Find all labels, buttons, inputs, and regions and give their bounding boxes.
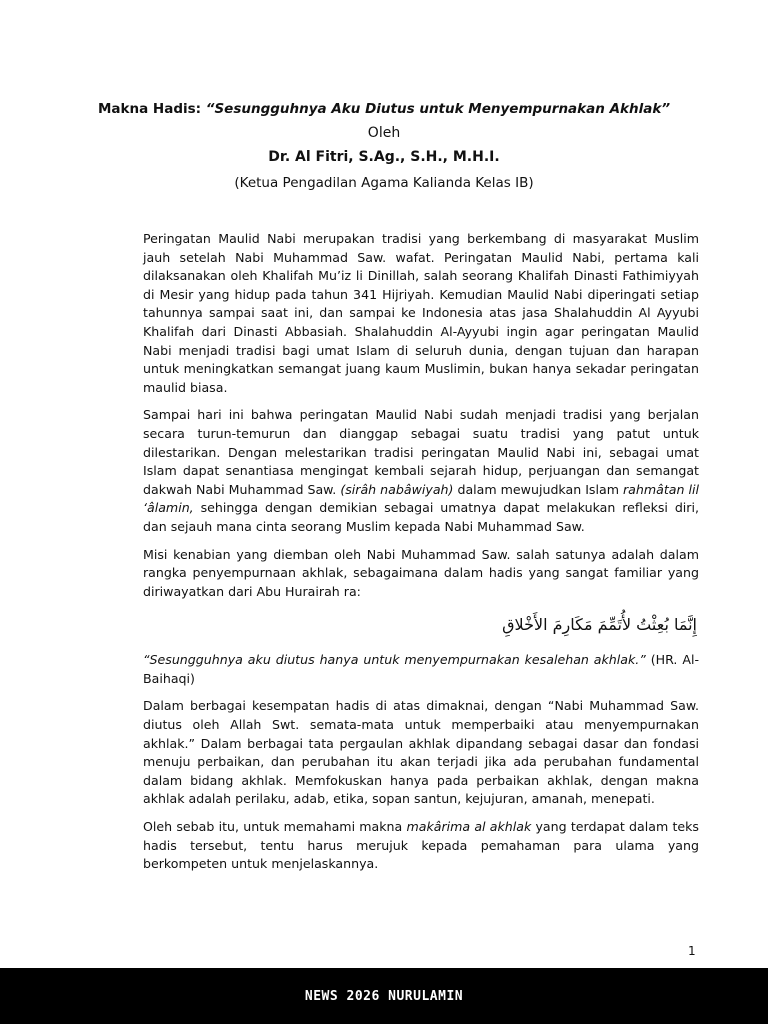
paragraph-2	[143, 406, 699, 536]
by-label: Oleh	[367, 125, 401, 141]
document-body	[143, 230, 699, 883]
paragraph-2-italic-sirah: (sirâh nabâwiyah)	[340, 481, 454, 497]
paragraph-3: Misi kenabian yang diemban oleh Nabi Muhammad Saw. salah satunya adalah dalam rangka penyempurnaan akhlak, sebagaimana dalam hadis yang sangat familiar yang diriwayatkan dari Abu Hurairah ra:	[143, 546, 699, 599]
paragraph-2-italic-rahmatan: rahmâtan lil ‘âlamin,	[143, 481, 699, 516]
paragraph-6-italic: makârima al akhlak	[406, 819, 532, 835]
paragraph-4	[143, 651, 699, 688]
paragraph-6-text-a: Oleh sebab itu, untuk memahami makna	[143, 819, 407, 835]
hadith-source: (HR. Al-Baihaqi)	[143, 652, 699, 686]
footer-text: NEWS 2026 NURULAMIN	[304, 988, 464, 1004]
document-header	[0, 98, 768, 194]
title-quote: “Sesungguhnya Aku Diutus untuk Menyempurnakan Akhlak”	[205, 101, 671, 117]
paragraph-6-text-b: yang terdapat dalam teks hadis tersebut, tentu harus merujuk kepada pemahaman para ulama yang berkompeten untuk menjelaskannya.	[143, 819, 699, 872]
footer-bar	[0, 968, 768, 1024]
paragraph-2-text-b: dalam mewujudkan Islam	[453, 481, 623, 497]
page-title	[0, 98, 768, 120]
paragraph-6	[143, 818, 699, 874]
paragraph-5: Dalam berbagai kesempatan hadis di atas dimaknai, dengan “Nabi Muhammad Saw. diutus oleh Allah Swt. semata-mata untuk memperbaiki atau menyempurnakan akhlak.” Dalam berbagai tata pergaulan akhlak dipandang sebagai dasar dan fondasi menuju perbaikan, dan perubahan itu akan terjadi jika ada perubahan fundamental dalam bidang akhlak. Memfokuskan hanya pada perbaikan akhlak, dengan makna akhlak adalah perilaku, adab, etika, sopan santun, kejujuran, amanah, menepati.	[143, 698, 699, 807]
hadith-translation: “Sesungguhnya aku diutus hanya untuk menyempurnakan kesalehan akhlak.”	[143, 652, 646, 668]
page-number: 1	[688, 944, 696, 958]
author-role: (Ketua Pengadilan Agama Kalianda Kelas IB)	[234, 175, 534, 191]
arabic-hadith: إِنَّمَا بُعِثْتُ لأُتَمِّمَ مَكَارِمَ الأَخْلاقِ	[502, 615, 697, 635]
author-name: Dr. Al Fitri, S.Ag., S.H., M.H.I.	[268, 149, 500, 165]
paragraph-2-text-a: Sampai hari ini bahwa peringatan Maulid Nabi sudah menjadi tradisi yang berjalan secara turun-temurun dan dianggap sebagai suatu tradisi yang patut untuk dilestarikan. Dengan melestarikan tradisi peringatan Maulid Nabi ini, sebagai umat Islam dapat senantiasa mengingat kembali sejarah hidup, perjuangan dan semangat dakwah Nabi Muhammad Saw.	[143, 407, 699, 497]
paragraph-1: Peringatan Maulid Nabi merupakan tradisi yang berkembang di masyarakat Muslim jauh setelah Nabi Muhammad Saw. wafat. Peringatan Maulid Nabi, pertama kali dilaksanakan oleh Khalifah Mu’iz li Dinillah, salah seorang Khalifah Dinasti Fathimiyyah di Mesir yang hidup pada tahun 341 Hijriyah. Kemudian Maulid Nabi diperingati setiap tahunnya sampai saat ini, dan sampai ke Indonesia atas jasa Shalahuddin Al Ayyubi Khalifah dari Dinasti Abbasiah. Shalahuddin Al-Ayyubi ingin agar peringatan Maulid Nabi menjadi tradisi bagi umat Islam di seluruh dunia, dengan tujuan dan harapan untuk meningkatkan semangat juang kaum Muslimin, bukan hanya sekadar peringatan maulid biasa.	[143, 231, 699, 395]
title-prefix: Makna Hadis:	[97, 101, 206, 117]
paragraph-2-text-c: sehingga dengan demikian sebagai umatnya dapat melakukan refleksi diri, dan sejauh mana cinta seorang Muslim kepada Nabi Muhammad Saw.	[143, 500, 699, 534]
